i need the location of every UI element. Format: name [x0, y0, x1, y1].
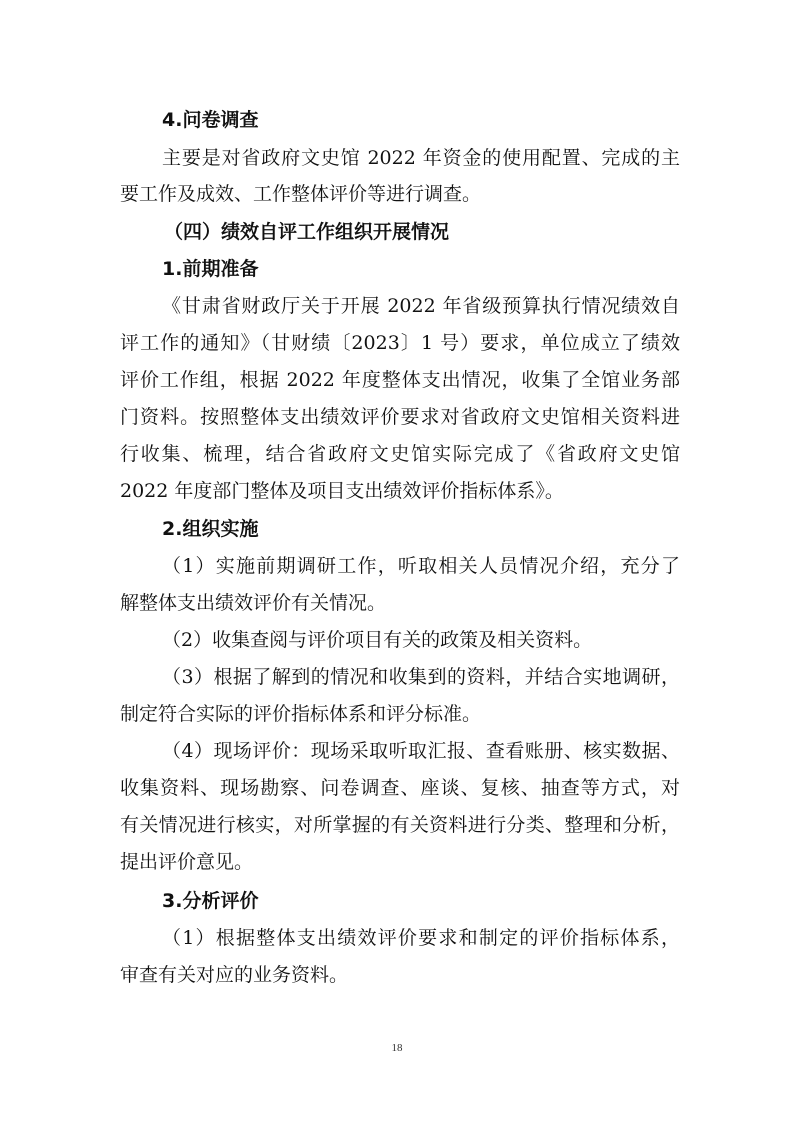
paragraph-line: 收集资料、现场勘察、问卷调查、座谈、复核、抽查等方式，对 [120, 777, 680, 799]
paragraph-line: 解整体支出绩效评价有关情况。 [120, 592, 387, 614]
paragraph-line: 《甘肃省财政厅关于开展 2022 年省级预算执行情况绩效自 [162, 295, 680, 317]
paragraph-line: 制定符合实际的评价指标体系和评分标准。 [120, 703, 482, 725]
paragraph-line: 有关情况进行核实，对所掌握的有关资料进行分类、整理和分析， [120, 814, 680, 836]
heading-survey: 4.问卷调查 [162, 109, 259, 131]
heading-implementation: 2.组织实施 [162, 518, 259, 540]
section-title: （四）绩效自评工作组织开展情况 [164, 221, 450, 243]
paragraph-line: 提出评价意见。 [120, 851, 254, 873]
paragraph-line: 评价工作组，根据 2022 年度整体支出情况，收集了全馆业务部 [120, 369, 680, 391]
paragraph-line: （2）收集查阅与评价项目有关的政策及相关资料。 [162, 629, 593, 651]
paragraph-line: （1）实施前期调研工作，听取相关人员情况介绍，充分了 [162, 555, 680, 577]
page-number: 18 [391, 1042, 403, 1054]
paragraph-line: 2022 年度部门整体及项目支出绩效评价指标体系》。 [120, 480, 564, 502]
paragraph-line: 行收集、梳理，结合省政府文史馆实际完成了《省政府文史馆 [120, 443, 680, 465]
heading-analysis: 3.分析评价 [162, 890, 259, 912]
paragraph-line: （1）根据整体支出绩效评价要求和制定的评价指标体系， [162, 927, 680, 949]
paragraph-line: （4）现场评价：现场采取听取汇报、查看账册、核实数据、 [162, 740, 680, 762]
paragraph-line: 门资料。按照整体支出绩效评价要求对省政府文史馆相关资料进 [120, 406, 680, 428]
paragraph-line: 要工作及成效、工作整体评价等进行调查。 [120, 183, 482, 205]
paragraph-line: 审查有关对应的业务资料。 [120, 964, 349, 986]
paragraph-line: （3）根据了解到的情况和收集到的资料，并结合实地调研， [162, 666, 680, 688]
paragraph-line: 评工作的通知》（甘财绩〔2023〕1 号）要求，单位成立了绩效 [120, 332, 680, 354]
heading-preparation: 1.前期准备 [162, 258, 259, 280]
paragraph-line: 主要是对省政府文史馆 2022 年资金的使用配置、完成的主 [162, 147, 680, 169]
